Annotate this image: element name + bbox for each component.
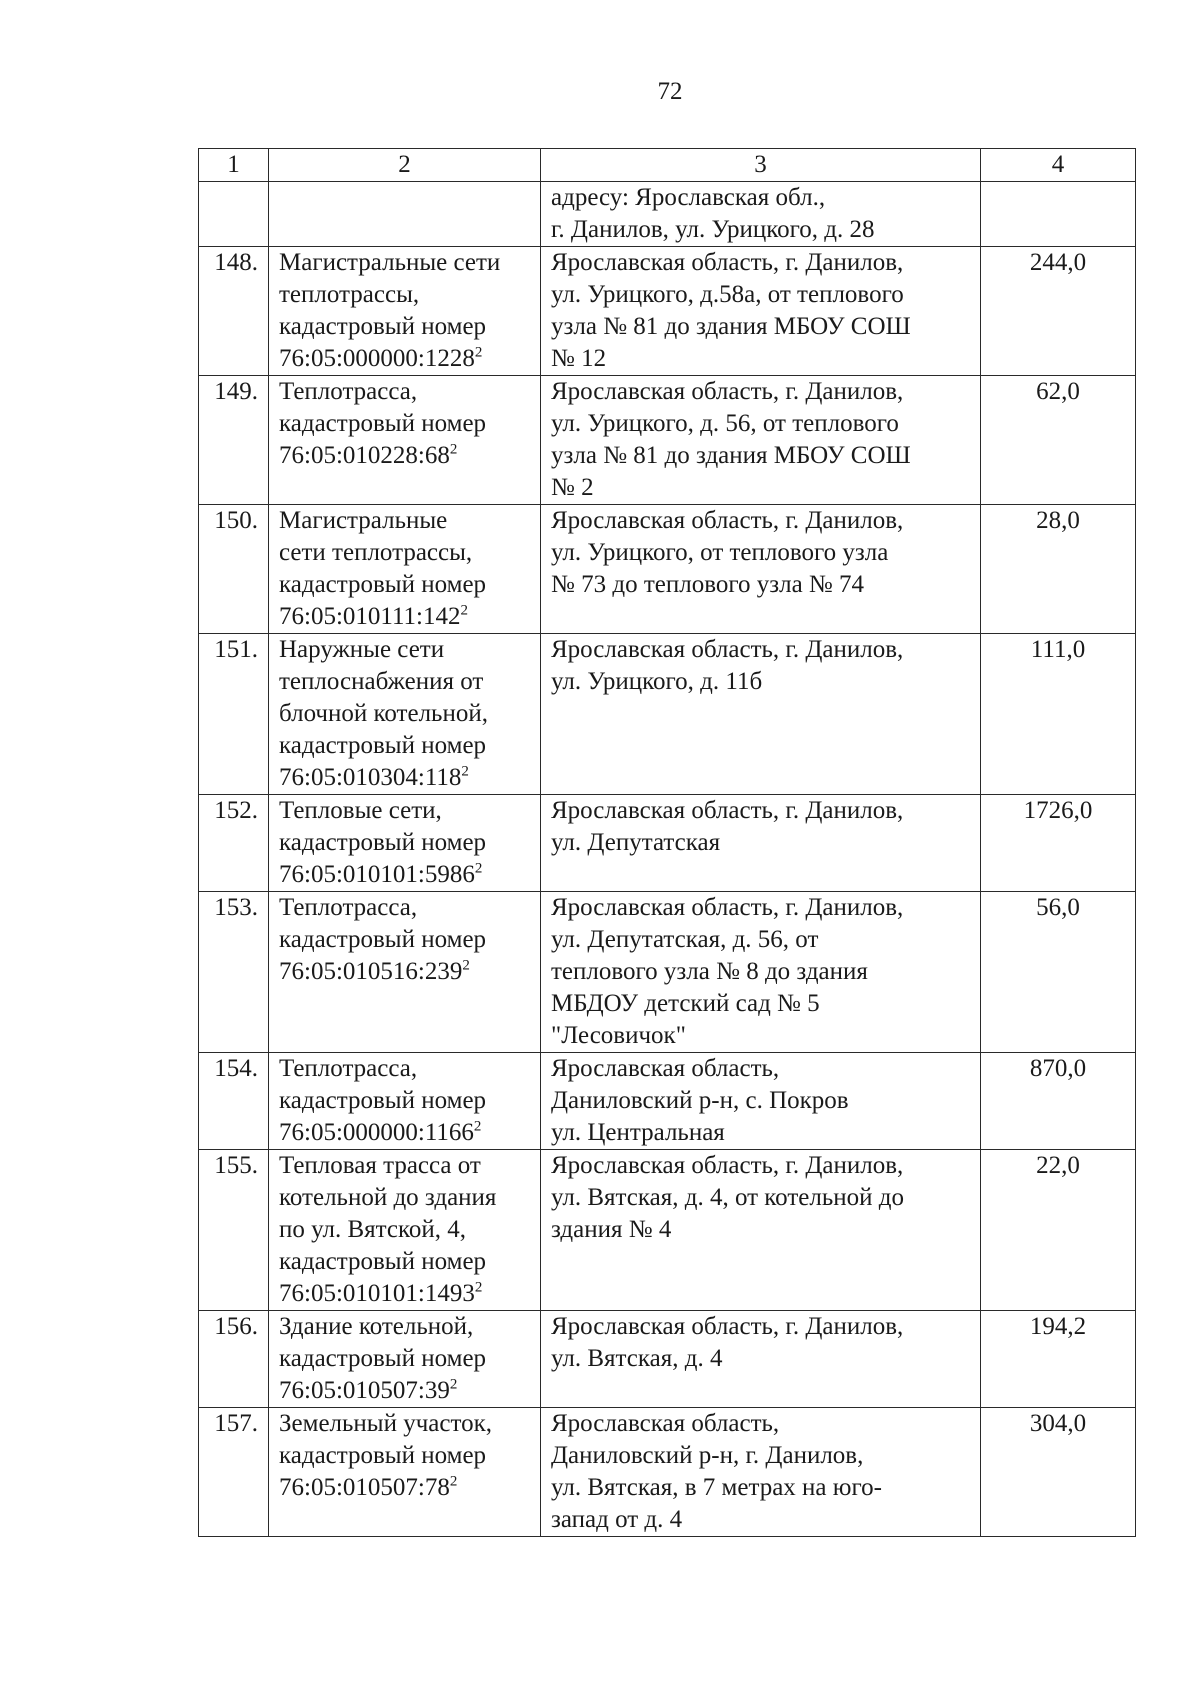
table-row xyxy=(199,1408,1136,1537)
object-name-line xyxy=(279,1375,530,1407)
address-cell xyxy=(541,376,981,505)
area-value-cell: 194,2 xyxy=(981,1311,1136,1408)
footnote-mark: 2 xyxy=(449,1473,458,1490)
object-name-cell xyxy=(269,505,541,634)
object-name-cell xyxy=(269,1311,541,1408)
object-name-cell xyxy=(269,634,541,795)
address-line: МБДОУ детский сад № 5 xyxy=(551,990,820,1017)
row-number-cell: 152. xyxy=(199,795,269,892)
column-number-header-row xyxy=(199,149,1136,182)
address-line: "Лесовичок" xyxy=(551,1022,686,1049)
object-name-line: блочной котельной, xyxy=(279,700,488,727)
object-name-line: кадастровый номер xyxy=(279,829,487,856)
table-row xyxy=(199,1150,1136,1311)
area-value-cell: 111,0 xyxy=(981,634,1136,795)
address-line: здания № 4 xyxy=(551,1216,672,1243)
area-value-cell: 1726,0 xyxy=(981,795,1136,892)
footnote-mark: 2 xyxy=(473,1118,482,1135)
object-name-cell xyxy=(269,1150,541,1311)
area-value-cell: 870,0 xyxy=(981,1053,1136,1150)
address-cell xyxy=(541,1150,981,1311)
continuation-address-cell xyxy=(541,182,981,247)
table-row xyxy=(199,892,1136,1053)
row-number-cell: 150. xyxy=(199,505,269,634)
row-number-cell: 151. xyxy=(199,634,269,795)
address-cell xyxy=(541,1408,981,1537)
footnote-mark: 2 xyxy=(460,602,468,619)
address-line: ул. Урицкого, д. 11б xyxy=(551,668,763,695)
object-name-line: по ул. Вятской, 4, xyxy=(279,1216,467,1243)
object-name-line: Земельный участок, xyxy=(279,1410,492,1437)
object-name-cell xyxy=(269,1408,541,1537)
address-line: ул. Урицкого, д. 56, от теплового xyxy=(551,410,899,437)
address-cell xyxy=(541,247,981,376)
address-line: ул. Урицкого, д.58а, от теплового xyxy=(551,281,904,308)
address-line: Ярославская область, г. Данилов, xyxy=(551,636,904,663)
address-line: запад от д. 4 xyxy=(551,1506,683,1533)
table-row xyxy=(199,247,1136,376)
area-value-cell: 244,0 xyxy=(981,247,1136,376)
object-name-line: теплоснабжения от xyxy=(279,668,484,695)
footnote-mark: 2 xyxy=(474,344,483,361)
address-cell xyxy=(541,892,981,1053)
table-row xyxy=(199,1053,1136,1150)
address-line: ул. Вятская, в 7 метрах на юго- xyxy=(551,1474,882,1501)
table-row xyxy=(199,634,1136,795)
object-name-line xyxy=(279,343,530,375)
object-name-line: Тепловые сети, xyxy=(279,797,442,824)
address-line: Ярославская область, г. Данилов, xyxy=(551,1313,904,1340)
address-line: ул. Депутатская, д. 56, от xyxy=(551,926,819,953)
address-line: Ярославская область, г. Данилов, xyxy=(551,894,904,921)
object-name-line: Тепловая трасса от xyxy=(279,1152,481,1179)
cadastral-number: 76:05:010304:118 xyxy=(279,764,462,791)
area-value-cell: 22,0 xyxy=(981,1150,1136,1311)
table-row xyxy=(199,376,1136,505)
object-name-line: кадастровый номер xyxy=(279,313,487,340)
table-row xyxy=(199,505,1136,634)
cadastral-number: 76:05:010101:1493 xyxy=(279,1280,475,1307)
column-header-4: 4 xyxy=(981,149,1136,182)
row-number-cell: 157. xyxy=(199,1408,269,1537)
object-name-line: Теплотрасса, xyxy=(279,894,418,921)
footnote-mark: 2 xyxy=(474,1279,483,1296)
address-cell xyxy=(541,1053,981,1150)
object-name-line xyxy=(279,859,530,891)
address-line: № 73 до теплового узла № 74 xyxy=(551,571,865,598)
cadastral-number: 76:05:010101:5986 xyxy=(279,861,475,888)
object-name-line: Теплотрасса, xyxy=(279,378,418,405)
continuation-name-cell xyxy=(269,182,541,247)
cadastral-number: 76:05:000000:1166 xyxy=(279,1119,474,1146)
object-name-line: кадастровый номер xyxy=(279,1442,487,1469)
object-name-line: Здание котельной, xyxy=(279,1313,474,1340)
row-number-cell: 154. xyxy=(199,1053,269,1150)
property-register-table xyxy=(198,148,1136,1537)
address-line: узла № 81 до здания МБОУ СОШ xyxy=(551,442,911,469)
cadastral-number: 76:05:010516:239 xyxy=(279,958,463,985)
address-line: теплового узла № 8 до здания xyxy=(551,958,868,985)
object-name-line: кадастровый номер xyxy=(279,410,487,437)
address-cell xyxy=(541,505,981,634)
address-line: Даниловский р-н, г. Данилов, xyxy=(551,1442,864,1469)
object-name-line xyxy=(279,1117,530,1149)
cadastral-number: 76:05:010507:39 xyxy=(279,1377,450,1404)
row-number-cell: 149. xyxy=(199,376,269,505)
continuation-num-cell xyxy=(199,182,269,247)
object-name-cell xyxy=(269,892,541,1053)
object-name-line xyxy=(279,956,530,988)
address-line: ул. Урицкого, от теплового узла xyxy=(551,539,889,566)
object-name-line: Магистральные сети xyxy=(279,249,501,276)
address-line: Ярославская область, г. Данилов, xyxy=(551,378,904,405)
cadastral-number: 76:05:000000:1228 xyxy=(279,345,475,372)
address-cell xyxy=(541,795,981,892)
object-name-line xyxy=(279,601,530,633)
cadastral-number: 76:05:010507:78 xyxy=(279,1474,450,1501)
object-name-line xyxy=(279,762,530,794)
area-value-cell: 62,0 xyxy=(981,376,1136,505)
column-header-3: 3 xyxy=(541,149,981,182)
footnote-mark: 2 xyxy=(474,860,483,877)
object-name-cell xyxy=(269,1053,541,1150)
object-name-cell xyxy=(269,376,541,505)
table-row xyxy=(199,1311,1136,1408)
object-name-line: кадастровый номер xyxy=(279,1087,487,1114)
address-line: ул. Вятская, д. 4, от котельной до xyxy=(551,1184,904,1211)
address-line: Ярославская область, xyxy=(551,1410,780,1437)
continuation-line: г. Данилов, ул. Урицкого, д. 28 xyxy=(551,216,875,243)
object-name-line: Теплотрасса, xyxy=(279,1055,418,1082)
object-name-line: кадастровый номер xyxy=(279,1345,487,1372)
object-name-cell xyxy=(269,795,541,892)
object-name-line xyxy=(279,440,530,472)
address-line: № 2 xyxy=(551,474,594,501)
cadastral-number: 76:05:010111:142 xyxy=(279,603,461,630)
address-line: № 12 xyxy=(551,345,607,372)
cadastral-number: 76:05:010228:68 xyxy=(279,442,450,469)
row-number-cell: 155. xyxy=(199,1150,269,1311)
object-name-line: кадастровый номер xyxy=(279,1248,487,1275)
footnote-mark: 2 xyxy=(449,441,458,458)
object-name-line xyxy=(279,1472,530,1504)
area-value-cell: 56,0 xyxy=(981,892,1136,1053)
row-number-cell: 156. xyxy=(199,1311,269,1408)
address-line: ул. Центральная xyxy=(551,1119,725,1146)
footnote-mark: 2 xyxy=(462,957,470,974)
address-cell xyxy=(541,1311,981,1408)
continuation-line: адресу: Ярославская обл., xyxy=(551,184,826,211)
address-line: узла № 81 до здания МБОУ СОШ xyxy=(551,313,911,340)
area-value-cell: 304,0 xyxy=(981,1408,1136,1537)
address-line: ул. Вятская, д. 4 xyxy=(551,1345,723,1372)
object-name-line: теплотрассы, xyxy=(279,281,420,308)
column-header-2: 2 xyxy=(269,149,541,182)
address-line: Ярославская область, г. Данилов, xyxy=(551,507,904,534)
object-name-line: Наружные сети xyxy=(279,636,445,663)
object-name-line: Магистральные xyxy=(279,507,448,534)
page-number: 72 xyxy=(657,78,683,105)
area-value-cell: 28,0 xyxy=(981,505,1136,634)
address-line: ул. Депутатская xyxy=(551,829,721,856)
address-line: Ярославская область, г. Данилов, xyxy=(551,797,904,824)
object-name-line xyxy=(279,1278,530,1310)
continuation-value-cell xyxy=(981,182,1136,247)
address-cell xyxy=(541,634,981,795)
table-row xyxy=(199,795,1136,892)
object-name-line: кадастровый номер xyxy=(279,926,487,953)
address-line: Ярославская область, xyxy=(551,1055,780,1082)
address-line: Ярославская область, г. Данилов, xyxy=(551,1152,904,1179)
object-name-line: кадастровый номер xyxy=(279,571,487,598)
object-name-line: сети теплотрассы, xyxy=(279,539,473,566)
column-header-1: 1 xyxy=(199,149,269,182)
continuation-row xyxy=(199,182,1136,247)
footnote-mark: 2 xyxy=(449,1376,458,1393)
object-name-cell xyxy=(269,247,541,376)
address-line: Даниловский р-н, с. Покров xyxy=(551,1087,849,1114)
row-number-cell: 153. xyxy=(199,892,269,1053)
object-name-line: кадастровый номер xyxy=(279,732,487,759)
table-body xyxy=(199,182,1136,1537)
row-number-cell: 148. xyxy=(199,247,269,376)
footnote-mark: 2 xyxy=(461,763,469,780)
address-line: Ярославская область, г. Данилов, xyxy=(551,249,904,276)
object-name-line: котельной до здания xyxy=(279,1184,497,1211)
